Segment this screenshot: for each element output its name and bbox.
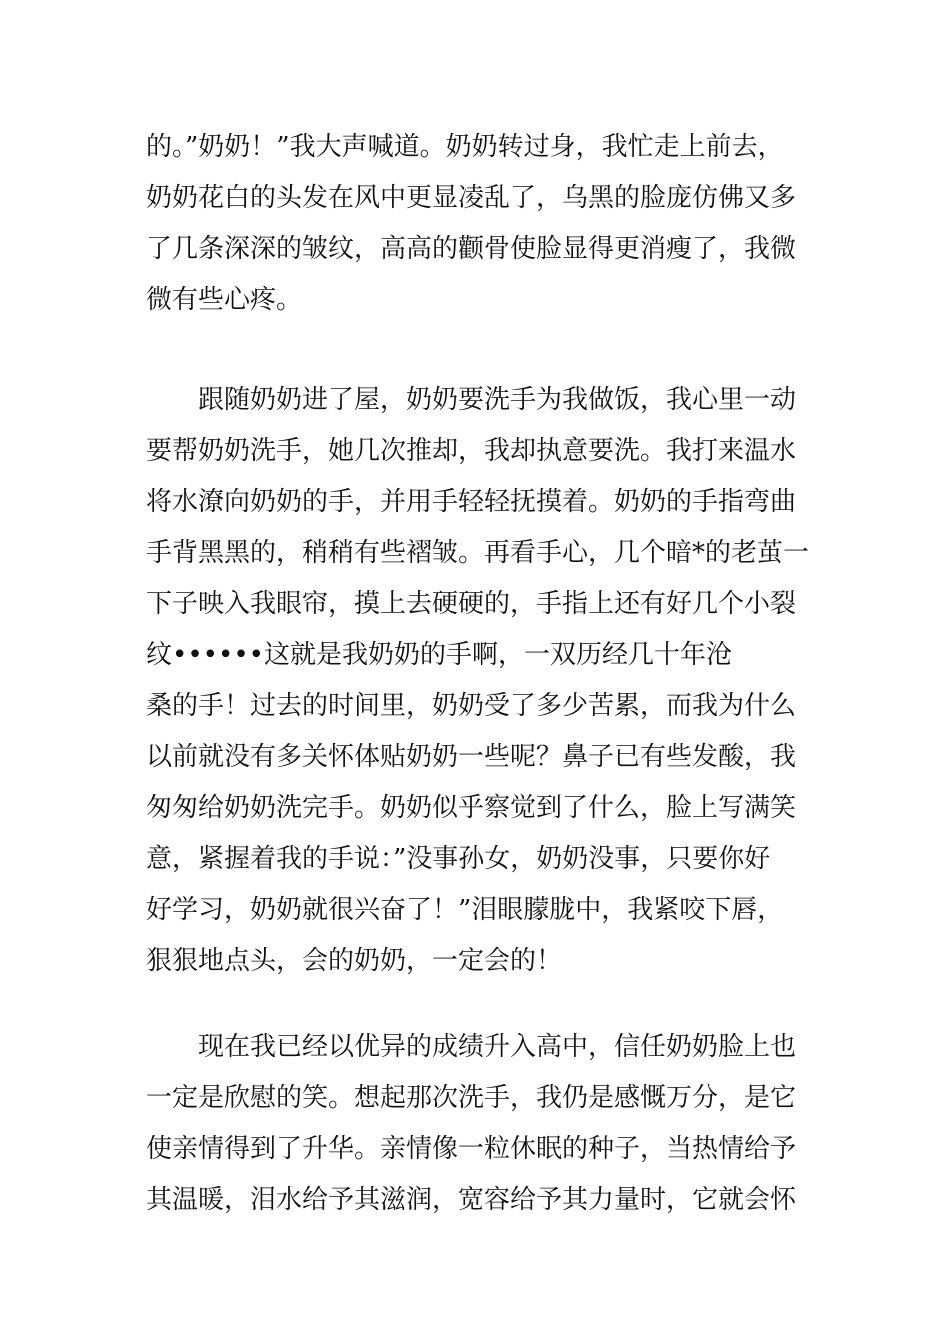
text-line: 一定是欣慰的笑。想起那次洗手，我仍是感慨万分，是它	[146, 1083, 797, 1113]
paragraph-3	[146, 1022, 826, 1226]
text-line: 跟随奶奶进了屋，奶奶要洗手为我做饭，我心里一动	[198, 385, 797, 415]
text-line: 微有些心疼。	[146, 285, 303, 315]
text-line: 桑的手！过去的时间里，奶奶受了多少苦累，而我为什么	[146, 691, 797, 721]
text-line: 手背黑黑的，稍稍有些褶皱。再看手心，几个暗*的老茧一	[146, 538, 810, 568]
paragraph-1	[146, 122, 826, 326]
text-line: 纹••••••这就是我奶奶的手啊，一双历经几十年沧	[146, 640, 733, 670]
text-line: 使亲情得到了升华。亲情像一粒休眠的种子，当热情给予	[146, 1134, 797, 1164]
text-line: 现在我已经以优异的成绩升入高中，信任奶奶脸上也	[198, 1032, 797, 1062]
text-line: 的。”奶奶！”我大声喊道。奶奶转过身，我忙走上前去，	[146, 132, 784, 162]
text-line: 其温暖，泪水给予其滋润，宽容给予其力量时，它就会怀	[146, 1185, 797, 1215]
text-line: 要帮奶奶洗手，她几次推却，我却执意要洗。我打来温水	[146, 436, 797, 466]
text-line: 以前就没有多关怀体贴奶奶一些呢？鼻子已有些发酸，我	[146, 742, 797, 772]
text-line: 意，紧握着我的手说：”没事孙女，奶奶没事，只要你好	[146, 844, 771, 874]
text-line: 将水潦向奶奶的手，并用手轻轻抚摸着。奶奶的手指弯曲	[146, 487, 797, 517]
text-line: 狠狠地点头，会的奶奶，一定会的！	[146, 946, 563, 976]
paragraph-2	[146, 375, 826, 987]
text-line: 奶奶花白的头发在风中更显凌乱了，乌黑的脸庞仿佛又多	[146, 183, 797, 213]
text-line: 下子映入我眼帘，摸上去硬硬的，手指上还有好几个小裂	[146, 589, 797, 619]
text-line: 匆匆给奶奶洗完手。奶奶似乎察觉到了什么，脸上写满笑	[146, 793, 797, 823]
text-line: 好学习，奶奶就很兴奋了！”泪眼朦胧中，我紧咬下唇，	[146, 895, 784, 925]
text-line: 了几条深深的皱纹，高高的颧骨使脸显得更消瘦了，我微	[146, 234, 797, 264]
